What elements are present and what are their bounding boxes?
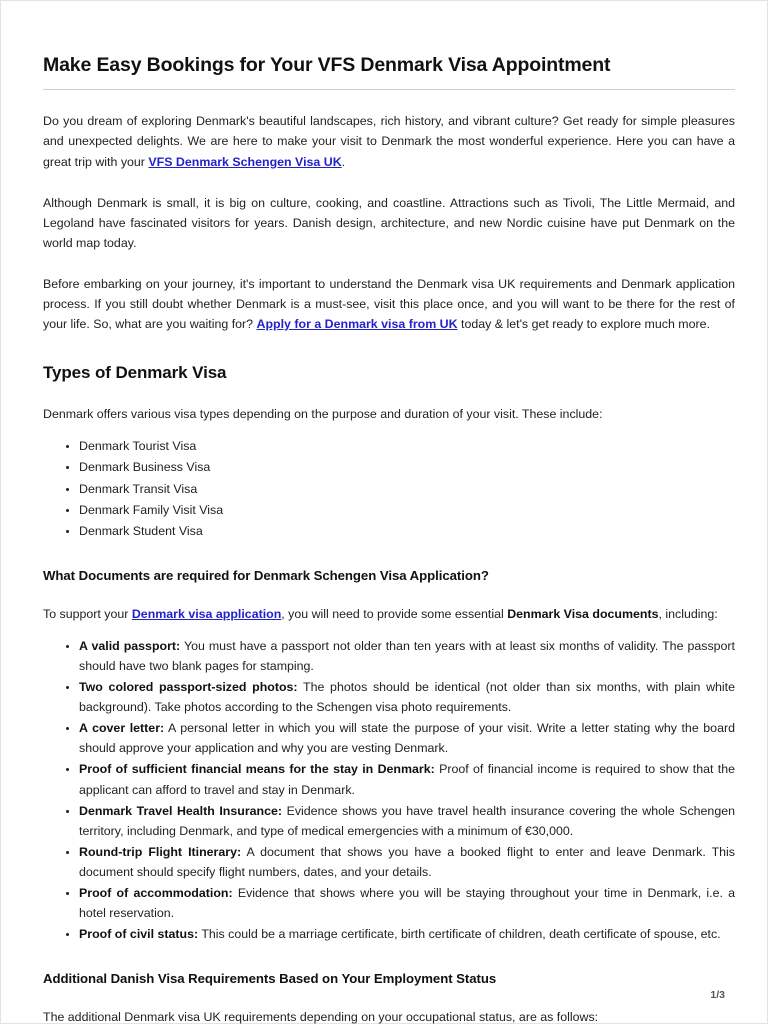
table-row — [79, 924, 735, 944]
table-row — [79, 883, 735, 923]
table-row — [79, 677, 735, 717]
intro-paragraph-1 — [43, 111, 735, 171]
visa-types-list — [43, 436, 735, 540]
table-row — [79, 801, 735, 841]
table-row — [79, 759, 735, 799]
list-item: • Denmark Student Visa — [79, 521, 735, 541]
list-item-text: Evidence that shows where you will be staying throughout your time in Denmark, i.e. a hotel reservation. — [79, 886, 735, 921]
list-item-label: A valid passport: — [79, 638, 181, 653]
page-number-indicator: 1/3 — [710, 989, 725, 1001]
intro-paragraph-3 — [43, 274, 735, 334]
documents-section-heading: What Documents are required for Denmark Schengen Visa Application? — [43, 567, 489, 583]
list-item: • Denmark Transit Visa — [79, 479, 735, 499]
denmark-visa-documents-emphasis: Denmark Visa documents — [507, 606, 659, 621]
list-item-label: Proof of sufficient financial means for the stay in Denmark: — [79, 762, 435, 777]
list-item-label: Two colored passport-sized photos: — [79, 680, 298, 695]
intro-paragraph-2: Although Denmark is small, it is big on culture, cooking, and coastline. Attractions such as Tivoli, The Little Mermaid, and Legoland have fascinated visitors for years. Danish design, architecture, and new Nordic cuisine have put Denmark on the world map today. — [43, 195, 735, 250]
list-item-text: This could be a marriage certificate, birth certificate of children, death certificate of spouse, etc. — [198, 927, 721, 942]
list-item-text: A personal letter in which you will state the purpose of your visit. Write a letter stating why the board should approve your application and why you are vesting Denmark. — [79, 721, 735, 756]
title-divider — [43, 89, 735, 90]
table-row — [79, 636, 735, 676]
list-item-label: A cover letter: — [79, 721, 165, 736]
table-row — [79, 842, 735, 882]
required-documents-list — [43, 636, 735, 944]
apply-denmark-visa-from-uk-link[interactable]: Apply for a Denmark visa from UK — [256, 317, 458, 332]
employment-section-heading: Additional Danish Visa Requirements Based on Your Employment Status — [43, 971, 497, 987]
list-item-text: You must have a passport not older than ten years with at least six months of validity. The passport should have two blank pages for stamping. — [79, 638, 735, 673]
documents-intro-middle: , you will need to provide some essential — [281, 606, 508, 621]
intro-paragraph-1-text-before: Do you dream of exploring Denmark's beautiful landscapes, rich history, and vibrant culture? Get ready for simple pleasures and unexpected delights. We are here to make your visit to Denmark the most wonderful experience. Here you can have a great trip with your — [43, 114, 735, 169]
vfs-denmark-schengen-visa-uk-link[interactable]: VFS Denmark Schengen Visa UK — [148, 154, 342, 169]
employment-section-intro: The additional Denmark visa UK requirements depending on your occupational status, are as follows: — [43, 1010, 599, 1025]
table-row — [79, 718, 735, 758]
documents-intro-before: To support your — [43, 606, 132, 621]
intro-paragraph-1-text-after: . — [341, 154, 346, 169]
types-section-heading: Types of Denmark Visa — [43, 363, 227, 383]
documents-section-intro — [43, 604, 735, 624]
list-item-label: Round-trip Flight Itinerary: — [79, 844, 242, 859]
list-item-label: Denmark Travel Health Insurance: — [79, 803, 283, 818]
list-item-text: A document that shows you have a booked flight to enter and leave Denmark. This document should specify flight numbers, dates, and your details. — [79, 844, 736, 879]
page-title: Make Easy Bookings for Your VFS Denmark Visa Appointment — [43, 54, 611, 76]
documents-intro-after: , including: — [658, 606, 718, 621]
list-item: • Denmark Tourist Visa — [79, 436, 735, 456]
list-item-label: Proof of civil status: — [79, 927, 199, 942]
list-item-label: Proof of accommodation: — [79, 886, 233, 900]
types-section-intro: Denmark offers various visa types depending on the purpose and duration of your visit. These include: — [43, 407, 603, 422]
list-item: • Denmark Family Visit Visa — [79, 500, 735, 520]
list-item: • Denmark Business Visa — [79, 457, 735, 477]
intro-paragraph-3-text-after: today & let's get ready to explore much more. — [457, 317, 710, 332]
list-item-text: The photos should be identical (not older than six months, with plain white background). Take photos according to the Schengen visa photo requirements. — [79, 680, 735, 715]
intro-paragraph-3-text-before: Before embarking on your journey, it's important to understand the Denmark visa UK requirements and Denmark application process. If you still doubt whether Denmark is a must-see, visit this place once, and you will want to be there for the rest of your life. So, what are you waiting for? — [43, 276, 735, 332]
list-item-text: Evidence shows you have travel health insurance covering the whole Schengen territory, including Denmark, and type of medical emergencies with a minimum of €30,000. — [79, 803, 735, 838]
denmark-visa-application-link[interactable]: Denmark visa application — [131, 606, 282, 621]
list-item-text: Proof of financial income is required to show that the applicant can afford to travel and stay in Denmark. — [79, 762, 735, 797]
